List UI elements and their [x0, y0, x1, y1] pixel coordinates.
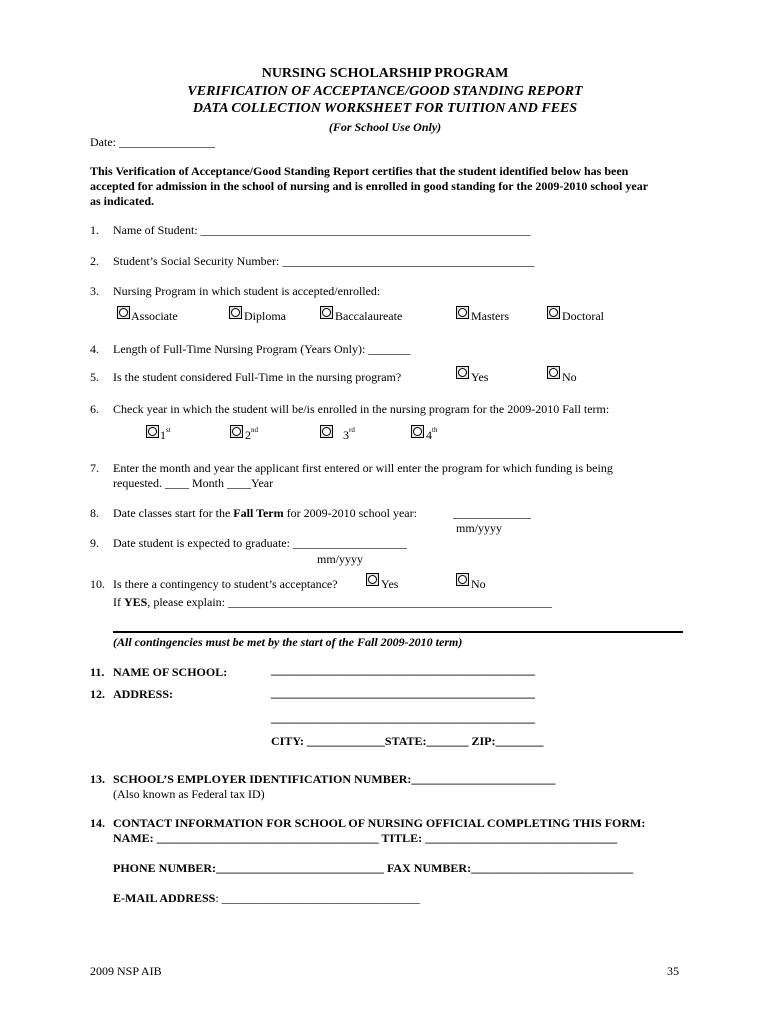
radio-year-1[interactable]: [146, 425, 159, 438]
q7-number: 7.: [90, 461, 99, 475]
address-field-2[interactable]: ____________________________________________: [271, 711, 535, 725]
contingency-explain-field[interactable]: If YES, please explain: ______________________________________________________: [113, 595, 552, 609]
school-name-label: NAME OF SCHOOL:: [113, 665, 228, 679]
q8-number: 8.: [90, 506, 99, 520]
q7-question: Enter the month and year the applicant first entered or will enter the program for which funding is being: [113, 461, 613, 475]
radio-masters[interactable]: [456, 306, 469, 319]
option-diploma-label: Diploma: [244, 309, 286, 323]
radio-year-2[interactable]: [230, 425, 243, 438]
program-length-field[interactable]: Length of Full-Time Nursing Program (Years Only): _______: [113, 342, 411, 356]
q4-number: 4.: [90, 342, 99, 356]
q12-number: 12.: [90, 687, 105, 701]
q6-question: Check year in which the student will be/is enrolled in the nursing program for the 2009-2010 Fall term:: [113, 402, 610, 416]
contingency-no-label: No: [471, 577, 486, 591]
fulltime-yes-label: Yes: [471, 370, 489, 384]
q14-heading: CONTACT INFORMATION FOR SCHOOL OF NURSING OFFICIAL COMPLETING THIS FORM:: [113, 816, 646, 830]
ein-field[interactable]: SCHOOL’S EMPLOYER IDENTIFICATION NUMBER:________________________: [113, 772, 556, 786]
address-field-1[interactable]: ____________________________________________: [271, 686, 535, 700]
contingency-note: (All contingencies must be met by the start of the Fall 2009-2010 term): [113, 635, 463, 649]
q2-number: 2.: [90, 254, 99, 268]
official-name-title-field[interactable]: NAME: _____________________________________ TITLE: ________________________________: [113, 831, 618, 845]
page-number: 35: [667, 964, 679, 978]
q6-number: 6.: [90, 402, 99, 416]
q3-question: Nursing Program in which student is accepted/enrolled:: [113, 284, 381, 298]
q13-number: 13.: [90, 772, 105, 786]
radio-fulltime-yes[interactable]: [456, 366, 469, 379]
radio-contingency-no[interactable]: [456, 573, 469, 586]
address-label: ADDRESS:: [113, 687, 174, 701]
year-4-label: 4th: [426, 426, 438, 442]
option-doctoral-label: Doctoral: [562, 309, 604, 323]
form-title: NURSING SCHOLARSHIP PROGRAM: [261, 66, 509, 81]
q3-number: 3.: [90, 284, 99, 298]
class-start-date-field[interactable]: _____________: [453, 506, 531, 520]
form-subtitle-2: DATA COLLECTION WORKSHEET FOR TUITION AND FEES: [192, 101, 578, 116]
option-baccalaureate-label: Baccalaureate: [335, 309, 403, 323]
q5-number: 5.: [90, 370, 99, 384]
year-3-label: 3rd: [343, 426, 355, 442]
radio-year-3[interactable]: [320, 425, 333, 438]
radio-year-4[interactable]: [411, 425, 424, 438]
graduation-date-field[interactable]: Date student is expected to graduate: ___________________: [113, 536, 407, 550]
school-name-field[interactable]: ____________________________________________: [271, 663, 535, 677]
year-2-label: 2nd: [245, 426, 258, 442]
option-masters-label: Masters: [471, 309, 509, 323]
q5-question: Is the student considered Full-Time in the nursing program?: [113, 370, 402, 384]
radio-diploma[interactable]: [229, 306, 242, 319]
q11-number: 11.: [90, 665, 105, 679]
student-name-field[interactable]: Name of Student: _______________________________________________________: [113, 223, 531, 237]
school-use-note: (For School Use Only): [328, 120, 442, 134]
option-associate-label: Associate: [131, 309, 178, 323]
intro-line-2: accepted for admission in the school of nursing and is enrolled in good standing for the 2009-2010 school year: [90, 179, 649, 193]
q10-question: Is there a contingency to student’s acceptance?: [113, 577, 338, 591]
radio-doctoral[interactable]: [547, 306, 560, 319]
footer-left: 2009 NSP AIB: [90, 964, 162, 978]
contingency-yes-label: Yes: [381, 577, 399, 591]
city-state-zip-field[interactable]: CITY: _____________STATE:_______ ZIP:________: [271, 734, 544, 748]
radio-fulltime-no[interactable]: [547, 366, 560, 379]
q9-format-hint: mm/yyyy: [317, 552, 364, 566]
fulltime-no-label: No: [562, 370, 577, 384]
phone-fax-field[interactable]: PHONE NUMBER:____________________________ FAX NUMBER:___________________________: [113, 861, 634, 875]
q1-number: 1.: [90, 223, 99, 237]
q14-number: 14.: [90, 816, 105, 830]
q10-number: 10.: [90, 577, 105, 591]
ssn-field[interactable]: Student’s Social Security Number: __________________________________________: [113, 254, 535, 268]
form-subtitle: VERIFICATION OF ACCEPTANCE/GOOD STANDING REPORT: [187, 84, 583, 99]
section-divider: [113, 631, 683, 633]
year-1-label: 1st: [160, 426, 171, 442]
radio-contingency-yes[interactable]: [366, 573, 379, 586]
radio-baccalaureate[interactable]: [320, 306, 333, 319]
q8-format-hint: mm/yyyy: [456, 521, 503, 535]
q8-question: Date classes start for the Fall Term for 2009-2010 school year:: [113, 506, 417, 520]
ein-note: (Also known as Federal tax ID): [113, 787, 265, 801]
radio-associate[interactable]: [117, 306, 130, 319]
date-field[interactable]: Date: ________________: [90, 135, 215, 149]
intro-line-3: as indicated.: [90, 194, 155, 208]
intro-line-1: This Verification of Acceptance/Good Standing Report certifies that the student identified below has been: [90, 164, 629, 178]
email-field[interactable]: E-MAIL ADDRESS: _________________________________: [113, 891, 420, 905]
start-month-year-field[interactable]: requested. ____ Month ____Year: [113, 476, 274, 490]
q9-number: 9.: [90, 536, 99, 550]
